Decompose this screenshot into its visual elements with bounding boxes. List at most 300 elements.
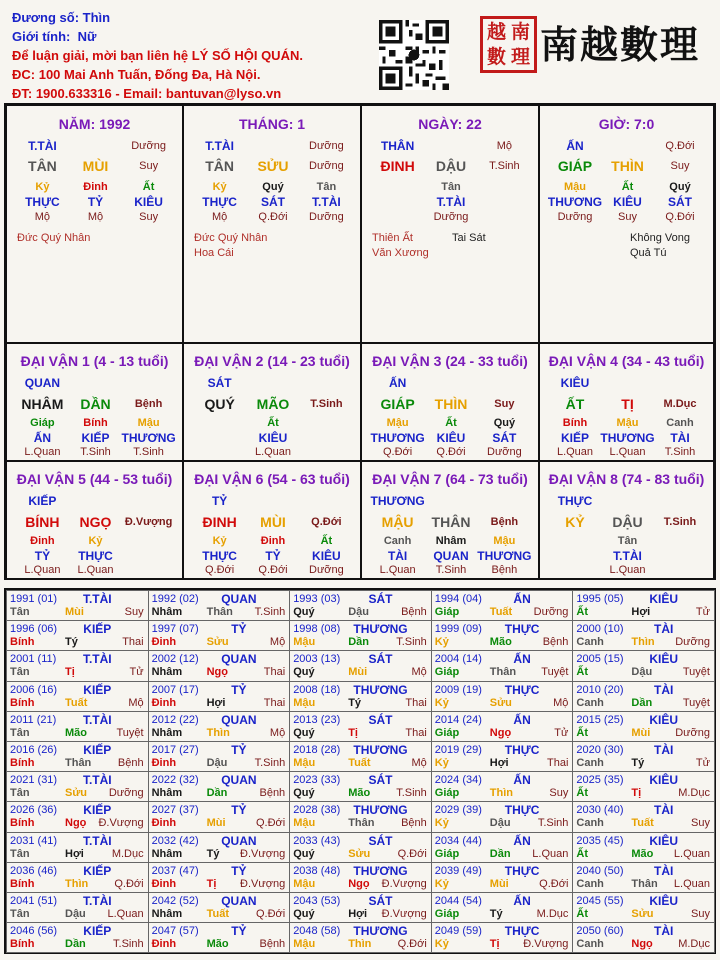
year-label: 2027 (37) — [151, 804, 199, 817]
year-star: THƯƠNG — [353, 743, 408, 757]
year-can: Tân — [10, 908, 30, 920]
hidden-state: Q.Đới — [258, 211, 288, 223]
year-star: KIẾP — [83, 924, 112, 939]
year-can: Mậu — [293, 757, 316, 769]
year-star: QUAN — [221, 894, 257, 908]
hidden-stem: Tân — [316, 181, 337, 193]
pillar-note: Thiên Ất — [372, 232, 413, 244]
year-star: TỶ — [231, 924, 247, 939]
year-label: 2002 (12) — [151, 653, 199, 666]
year-state: T.Sinh — [396, 636, 427, 649]
dai-van-state: Bệnh — [134, 398, 163, 410]
year-star: TỶ — [231, 682, 247, 697]
hidden-state: Q.Đới — [205, 564, 235, 576]
year-star: TỶ — [231, 803, 247, 818]
gender-line: Giới tính: Nữ — [12, 29, 97, 44]
year-chi: Mùi — [206, 817, 226, 830]
hidden-star: THƯƠNG — [547, 195, 603, 209]
year-cell — [6, 650, 149, 681]
year-cell — [572, 711, 715, 742]
dai-van-title: ĐẠI VẬN 5 (44 - 53 tuổi) — [16, 471, 173, 487]
year-cell — [289, 862, 432, 893]
year-chi: Tị — [489, 938, 500, 951]
year-cell — [6, 832, 149, 863]
dai-van-star: ẤN — [388, 376, 407, 390]
year-label: 2005 (15) — [576, 653, 624, 666]
year-can: Quý — [293, 666, 315, 679]
year-label: 2038 (48) — [293, 864, 341, 877]
year-star: QUAN — [221, 833, 257, 848]
year-label: 2030 (40) — [576, 804, 624, 817]
hidden-star: THƯƠNG — [477, 549, 532, 563]
year-star: QUAN — [221, 592, 257, 606]
year-can: Canh — [576, 877, 604, 890]
year-state: Tuyệt — [541, 666, 569, 679]
year-chi: Sửu — [489, 696, 512, 709]
hidden-stem: Giáp — [30, 417, 55, 429]
year-star: THỰC — [504, 924, 540, 939]
year-chi: Sửu — [206, 636, 229, 649]
pillar-note: Tai Sát — [452, 232, 486, 244]
year-star: T.TÀI — [82, 652, 112, 667]
year-state: Mộ — [411, 666, 427, 679]
year-star: ẤN — [513, 592, 531, 606]
year-star: KIẾP — [83, 803, 112, 818]
year-label: 2044 (54) — [434, 895, 482, 907]
brand-title: 南越數理 — [540, 22, 701, 67]
year-star: QUAN — [221, 773, 257, 788]
year-state: M.Dục — [678, 938, 710, 951]
year-state: Suy — [549, 787, 569, 800]
year-chi: Tý — [348, 696, 362, 709]
hidden-stem: Ất — [621, 181, 634, 193]
dai-van-cell — [361, 461, 539, 580]
year-state: Tuyệt — [682, 666, 710, 679]
year-cell — [289, 801, 432, 832]
dai-van-cell — [539, 343, 714, 461]
pillar-title: GIỜ: 7:0 — [598, 116, 655, 132]
hidden-stem: Quý — [493, 417, 516, 429]
year-label: 2007 (17) — [151, 683, 199, 696]
owner-line: Đương số: Thìn — [12, 10, 111, 25]
year-label: 2029 (39) — [434, 804, 482, 817]
year-star: TÀI — [654, 743, 674, 757]
year-can: Nhâm — [151, 606, 183, 618]
dai-van-title: ĐẠI VẬN 1 (4 - 13 tuổi) — [20, 353, 169, 369]
hidden-stem: Kỷ — [212, 181, 227, 193]
year-state: Tử — [695, 606, 710, 618]
year-star: THỰC — [504, 803, 540, 818]
year-cell — [6, 620, 149, 651]
year-state: Suy — [691, 908, 710, 920]
year-star: SÁT — [368, 712, 393, 727]
year-cell — [148, 650, 291, 681]
year-cell — [572, 922, 715, 953]
dai-van-can: ĐINH — [202, 514, 237, 530]
year-cell — [289, 650, 432, 681]
year-can: Quý — [293, 908, 315, 920]
year-can: Giáp — [434, 666, 460, 679]
year-cell — [572, 801, 715, 832]
year-can: Mậu — [293, 636, 316, 649]
year-chi: Mùi — [489, 877, 509, 890]
hidden-stem: Tân — [441, 181, 461, 193]
pillar-title: NĂM: 1992 — [58, 116, 131, 132]
hidden-state: Bệnh — [491, 564, 518, 576]
year-label: 2017 (27) — [151, 744, 199, 756]
hidden-state: T.Sinh — [664, 446, 696, 458]
hidden-star: QUAN — [433, 549, 469, 563]
hidden-state: Dưỡng — [433, 211, 469, 223]
year-star: ẤN — [513, 833, 531, 848]
pillar-cell — [6, 105, 183, 343]
year-chi: Sửu — [631, 908, 654, 920]
year-label: 1994 (04) — [434, 593, 482, 605]
year-state: Q.Đới — [539, 877, 569, 890]
year-label: 2008 (18) — [293, 683, 341, 696]
year-cell — [289, 892, 432, 923]
hidden-state: Mộ — [211, 211, 228, 223]
hidden-star: SÁT — [668, 195, 692, 209]
year-label: 2046 (56) — [10, 925, 58, 938]
year-label: 1993 (03) — [293, 593, 341, 605]
dai-van-can: QUÝ — [204, 396, 235, 412]
year-cell — [289, 771, 432, 802]
year-can: Đinh — [151, 757, 177, 769]
dai-van-can: NHÂM — [21, 396, 64, 412]
year-can: Ất — [576, 726, 588, 739]
dai-van-star: TỶ — [211, 494, 228, 508]
hidden-state: Suy — [618, 211, 637, 223]
hidden-star: KIÊU — [613, 195, 642, 209]
year-can: Giáp — [434, 847, 460, 860]
year-state: Thai — [405, 696, 427, 709]
year-cell — [572, 620, 715, 651]
year-can: Ất — [576, 908, 588, 920]
dai-van-title: ĐẠI VẬN 2 (14 - 23 tuổi) — [194, 353, 350, 369]
year-can: Ất — [576, 666, 588, 679]
year-label: 2032 (42) — [151, 834, 199, 847]
year-label: 1995 (05) — [576, 593, 624, 605]
pillar-cell — [183, 105, 361, 343]
hidden-state: T.Sinh — [435, 564, 467, 576]
year-chi: Dậu — [631, 666, 653, 679]
year-state: L.Quan — [673, 877, 710, 890]
hidden-stem: Mậu — [137, 417, 160, 429]
year-state: Thai — [546, 757, 569, 769]
year-chi: Dậu — [206, 757, 228, 769]
pillar-chi: MÙI — [82, 158, 109, 174]
hidden-state: Suy — [139, 211, 159, 223]
year-chi: Tị — [348, 726, 358, 739]
hidden-stem: Quý — [669, 181, 691, 193]
year-chi: Ngọ — [348, 877, 370, 890]
year-chi: Dần — [489, 847, 511, 860]
pillar-can-state: Dưỡng — [309, 140, 344, 152]
hidden-state: Dưỡng — [309, 211, 344, 223]
year-cell — [289, 711, 432, 742]
year-cell — [289, 741, 432, 772]
year-state: Thai — [263, 666, 286, 679]
hidden-stem: Đinh — [83, 181, 108, 193]
year-cell — [431, 650, 574, 681]
year-label: 2019 (29) — [434, 744, 482, 756]
year-cell — [6, 771, 149, 802]
pillar-can: GIÁP — [557, 158, 593, 174]
dai-van-state: Bệnh — [490, 516, 519, 528]
year-cell — [431, 741, 574, 772]
year-can: Đinh — [151, 817, 177, 830]
hidden-star: KIẾP — [81, 431, 110, 445]
year-label: 2047 (57) — [151, 925, 199, 938]
year-state: Đ.Vượng — [381, 908, 427, 920]
year-cell — [289, 620, 432, 651]
year-label: 2037 (47) — [151, 864, 199, 877]
year-star: QUAN — [221, 712, 257, 727]
year-cell — [289, 922, 432, 953]
year-state: Đ.Vượng — [98, 817, 144, 830]
dai-van-star: SÁT — [207, 376, 232, 390]
year-cell — [148, 922, 291, 953]
hidden-stem: Quý — [262, 181, 284, 193]
hidden-star: SÁT — [492, 431, 517, 445]
year-label: 2039 (49) — [434, 864, 482, 877]
hidden-star: SÁT — [261, 195, 285, 209]
dai-van-cell — [6, 343, 183, 461]
year-chi: Dần — [65, 938, 86, 951]
year-chi: Hợi — [631, 606, 651, 618]
hidden-star: TỶ — [87, 195, 104, 209]
year-label: 2000 (10) — [576, 623, 624, 636]
hidden-star: KIÊU — [134, 195, 163, 209]
year-cell — [431, 892, 574, 923]
year-label: 2014 (24) — [434, 713, 482, 726]
year-chi: Thân — [348, 817, 375, 830]
year-star: TỶ — [231, 622, 247, 637]
year-state: Tuyệt — [116, 726, 144, 739]
hidden-state: Q.Đới — [258, 564, 288, 576]
pillar-cell — [361, 105, 539, 343]
year-label: 2003 (13) — [293, 653, 341, 666]
year-can: Đinh — [151, 938, 177, 951]
year-label: 2049 (59) — [434, 925, 482, 938]
year-can: Bính — [10, 636, 35, 649]
year-label: 2048 (58) — [293, 925, 341, 938]
year-state: Q.Đới — [114, 877, 144, 890]
hidden-stem: Canh — [383, 535, 412, 547]
year-can: Bính — [10, 696, 35, 709]
year-star: KIẾP — [83, 682, 112, 697]
pillar-can-state: Mộ — [496, 140, 513, 152]
year-cell — [572, 650, 715, 681]
year-state: T.Sinh — [254, 606, 286, 618]
year-star: ẤN — [513, 773, 531, 788]
year-can: Nhâm — [151, 726, 183, 739]
dai-van-cell — [6, 461, 183, 580]
year-can: Giáp — [434, 908, 460, 920]
year-label: 2033 (43) — [293, 834, 341, 847]
year-label: 2011 (21) — [10, 713, 57, 726]
hidden-star: THƯƠNG — [600, 431, 655, 445]
year-cell — [431, 862, 574, 893]
year-cell — [572, 832, 715, 863]
year-state: L.Quan — [107, 908, 144, 920]
year-can: Mậu — [293, 696, 316, 709]
year-label: 2040 (50) — [576, 864, 624, 877]
year-state: Mộ — [269, 636, 286, 649]
dai-van-can: ẤT — [565, 396, 585, 412]
year-state: Thai — [405, 726, 427, 739]
year-star: ẤN — [513, 652, 531, 667]
year-chi: Tý — [489, 908, 503, 920]
hidden-star: TÀI — [387, 549, 408, 563]
year-can: Kỷ — [434, 757, 449, 769]
year-chi: Tị — [206, 877, 217, 890]
dai-van-state: T.Sinh — [310, 398, 343, 410]
year-state: Bệnh — [542, 636, 569, 649]
year-chi: Mão — [348, 787, 371, 800]
year-can: Giáp — [434, 787, 460, 800]
hidden-star: KIÊU — [312, 549, 341, 563]
year-chi: Tý — [206, 847, 220, 860]
year-table — [4, 588, 716, 954]
pillar-chi-state: T.Sinh — [489, 160, 520, 172]
year-state: Thai — [263, 696, 286, 709]
year-state: T.Sinh — [537, 817, 569, 830]
hidden-star: TỶ — [265, 549, 281, 563]
dai-van-star: THƯƠNG — [370, 494, 425, 508]
year-chi: Hợi — [489, 757, 509, 769]
year-chi: Mùi — [65, 606, 84, 618]
year-cell — [148, 741, 291, 772]
year-star: ẤN — [513, 712, 531, 727]
year-label: 2009 (19) — [434, 683, 482, 696]
pillar-note: Hoa Cái — [194, 247, 234, 259]
year-state: M.Dục — [111, 847, 144, 860]
year-star: TỶ — [231, 743, 247, 757]
year-state: Tử — [695, 757, 710, 769]
year-can: Kỷ — [434, 636, 449, 649]
hidden-stem: Mậu — [616, 417, 639, 429]
year-chi: Dậu — [348, 606, 369, 618]
year-state: Đ.Vượng — [240, 847, 286, 860]
hidden-stem: Canh — [666, 417, 694, 429]
dai-van-chi: THÌN — [434, 396, 468, 412]
year-state: Bệnh — [401, 606, 427, 618]
year-can: Kỷ — [434, 696, 449, 709]
pillar-title: NGÀY: 22 — [418, 116, 482, 132]
dai-van-chi: THÂN — [431, 514, 471, 530]
chart-grid — [4, 103, 716, 580]
hidden-stem: Nhâm — [435, 535, 467, 547]
year-star: T.TÀI — [82, 712, 112, 727]
year-star: THƯƠNG — [353, 803, 408, 818]
pillar-chi: SỬU — [257, 158, 289, 174]
year-cell — [6, 801, 149, 832]
year-cell — [572, 771, 715, 802]
year-chi: Tị — [65, 666, 75, 679]
year-can: Mậu — [293, 938, 316, 951]
pillar-can: TÂN — [28, 158, 57, 174]
hidden-state: Q.Đới — [436, 446, 466, 458]
year-chi: Tuất — [631, 817, 654, 830]
year-star: THỰC — [504, 622, 540, 637]
year-chi: Mùi — [631, 726, 651, 739]
year-cell — [6, 892, 149, 923]
hidden-star: T.TÀI — [436, 195, 466, 209]
year-label: 2021 (31) — [10, 774, 58, 787]
year-state: Suy — [124, 606, 144, 618]
address-line: ĐC: 100 Mai Anh Tuấn, Đống Đa, Hà Nội. — [12, 67, 261, 82]
hidden-stem: Tân — [617, 535, 638, 547]
dai-van-title: ĐẠI VẬN 4 (34 - 43 tuổi) — [548, 353, 705, 369]
year-label: 1997 (07) — [151, 623, 199, 636]
year-state: Tử — [129, 666, 144, 679]
year-state: Bệnh — [259, 787, 286, 800]
year-can: Tân — [10, 847, 30, 860]
year-chi: Thìn — [489, 787, 514, 800]
year-star: SÁT — [368, 833, 393, 848]
year-chi: Dậu — [65, 908, 86, 920]
pillar-note: Đức Quý Nhân — [194, 232, 268, 244]
year-star: TÀI — [654, 682, 674, 697]
year-can: Bính — [10, 757, 35, 769]
hidden-stem: Đinh — [30, 535, 55, 547]
year-cell — [6, 590, 149, 621]
year-star: KIÊU — [649, 833, 679, 848]
year-star: KIÊU — [649, 592, 679, 606]
year-chi: Dần — [348, 636, 369, 649]
year-chi: Thìn — [348, 938, 372, 951]
hidden-state: T.Sinh — [133, 446, 164, 458]
year-label: 2012 (22) — [151, 713, 199, 726]
year-label: 2010 (20) — [576, 683, 624, 696]
year-star: THƯƠNG — [353, 682, 408, 697]
dai-van-chi: MÙI — [260, 514, 286, 530]
year-label: 2041 (51) — [10, 895, 58, 907]
year-state: Mộ — [411, 757, 427, 769]
year-star: SÁT — [368, 592, 393, 606]
year-chi: Tý — [631, 757, 645, 769]
year-state: Thai — [122, 636, 144, 649]
hidden-stem: Mậu — [386, 417, 409, 429]
pillar-can-star: T.TÀI — [28, 139, 57, 153]
year-star: THƯƠNG — [353, 924, 408, 939]
year-label: 2035 (45) — [576, 834, 624, 847]
year-cell — [572, 590, 715, 621]
year-state: Q.Đới — [397, 847, 427, 860]
year-state: L.Quan — [673, 847, 710, 860]
year-can: Ất — [576, 787, 588, 800]
year-state: Dưỡng — [533, 606, 569, 618]
year-can: Tân — [10, 666, 30, 679]
year-star: TÀI — [654, 863, 674, 878]
year-can: Mậu — [293, 817, 316, 830]
header-info — [12, 8, 303, 103]
dai-van-cell — [183, 343, 361, 461]
year-can: Nhâm — [151, 787, 183, 800]
year-state: Tử — [554, 726, 569, 739]
year-can: Canh — [576, 817, 604, 830]
year-cell — [431, 711, 574, 742]
year-label: 2013 (23) — [293, 713, 341, 726]
year-can: Đinh — [151, 636, 177, 649]
year-cell — [6, 741, 149, 772]
hidden-stem: Kỷ — [35, 181, 50, 193]
dai-van-star: QUAN — [24, 376, 61, 390]
year-can: Giáp — [434, 606, 460, 618]
year-chi: Ngọ — [631, 938, 653, 951]
